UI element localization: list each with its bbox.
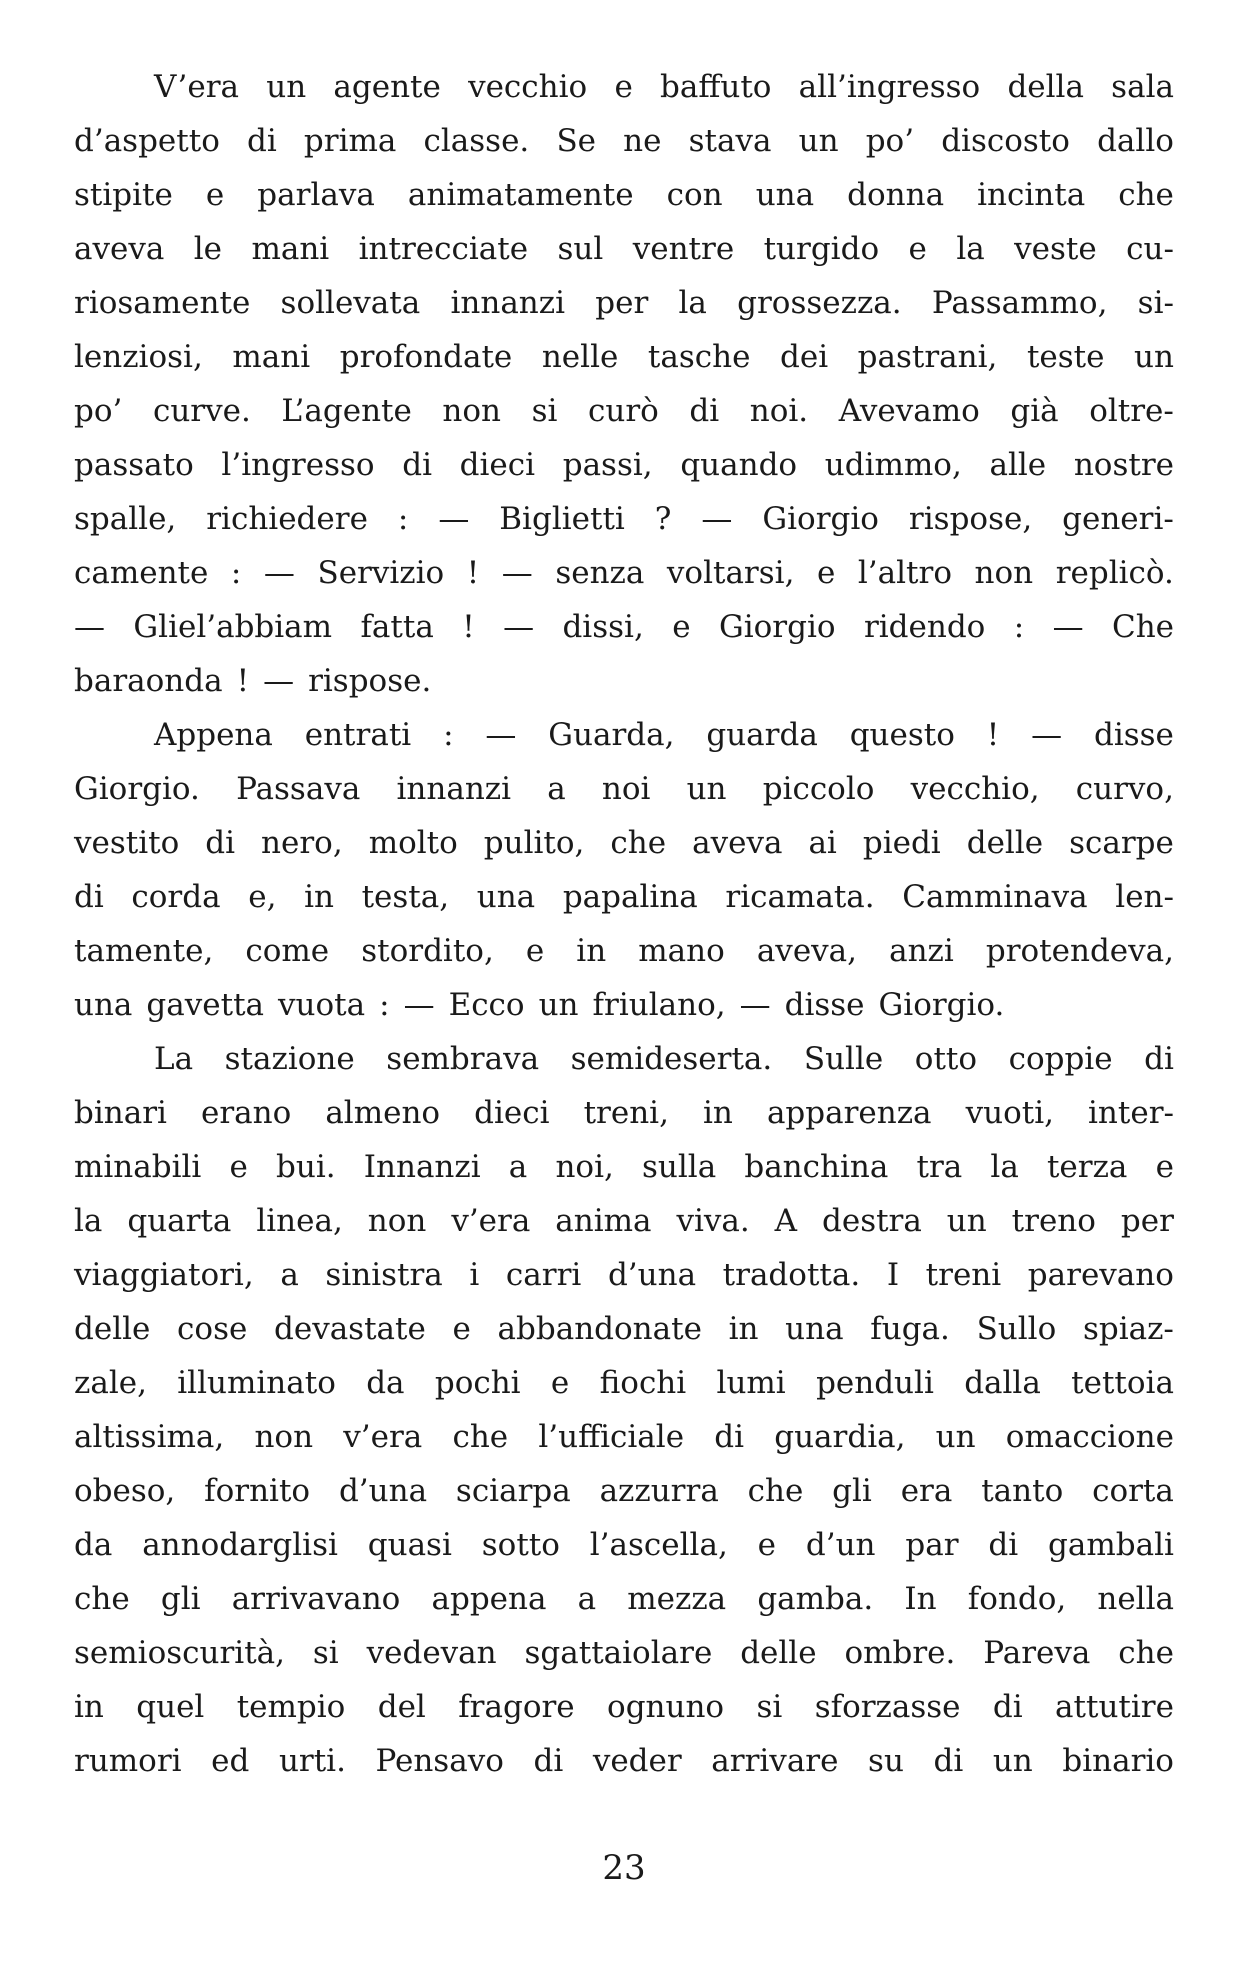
text-line: obeso, fornito d’una sciarpa azzurra che gli era tanto corta [74, 1473, 1174, 1509]
text-line: da annodarglisi quasi sotto l’ascella, e d’un par di gambali [74, 1527, 1174, 1563]
text-line: — Gliel’abbiam fatta ! — dissi, e Giorgio ridendo : — Che [74, 609, 1174, 645]
text-line: stipite e parlava animatamente con una donna incinta che [74, 177, 1174, 213]
text-line: che gli arrivavano appena a mezza gamba. In fondo, nella [74, 1581, 1174, 1617]
text-line: po’ curve. L’agente non si curò di noi. Avevamo già oltre- [74, 393, 1174, 429]
text-line: Giorgio. Passava innanzi a noi un piccolo vecchio, curvo, [74, 771, 1174, 807]
page-number: 23 [602, 1848, 646, 1888]
text-line: riosamente sollevata innanzi per la grossezza. Passammo, si- [74, 285, 1174, 321]
text-line: tamente, come stordito, e in mano aveva, anzi protendeva, [74, 933, 1174, 969]
text-line: binari erano almeno dieci treni, in apparenza vuoti, inter- [74, 1095, 1174, 1131]
text-line: aveva le mani intrecciate sul ventre turgido e la veste cu- [74, 231, 1174, 267]
text-line: minabili e bui. Innanzi a noi, sulla banchina tra la terza e [74, 1149, 1174, 1185]
text-line: spalle, richiedere : — Biglietti ? — Giorgio rispose, generi- [74, 501, 1174, 537]
text-line: zale, illuminato da pochi e fiochi lumi penduli dalla tettoia [74, 1365, 1174, 1401]
text-line: d’aspetto di prima classe. Se ne stava un po’ discosto dallo [74, 123, 1174, 159]
text-line: viaggiatori, a sinistra i carri d’una tradotta. I treni parevano [74, 1257, 1174, 1293]
text-line: altissima, non v’era che l’ufficiale di guardia, un omaccione [74, 1419, 1174, 1455]
text-line: camente : — Servizio ! — senza voltarsi, e l’altro non replicò. [74, 555, 1174, 591]
text-line: semioscurità, si vedevan sgattaiolare delle ombre. Pareva che [74, 1635, 1174, 1671]
body-text [74, 60, 1174, 1788]
text-line: delle cose devastate e abbandonate in una fuga. Sullo spiaz- [74, 1311, 1174, 1347]
text-line: passato l’ingresso di dieci passi, quando udimmo, alle nostre [74, 447, 1174, 483]
text-line: una gavetta vuota : — Ecco un friulano, — disse Giorgio. [74, 987, 1005, 1023]
text-line: baraonda ! — rispose. [74, 663, 432, 699]
text-line: rumori ed urti. Pensavo di veder arrivare su di un binario [74, 1743, 1174, 1779]
text-line: di corda e, in testa, una papalina ricamata. Camminava len- [74, 879, 1174, 915]
text-line: la quarta linea, non v’era anima viva. A destra un treno per [74, 1203, 1174, 1239]
text-line: vestito di nero, molto pulito, che aveva ai piedi delle scarpe [74, 825, 1174, 861]
text-line: lenziosi, mani profondate nelle tasche dei pastrani, teste un [74, 339, 1174, 375]
text-line: Appena entrati : — Guarda, guarda questo ! — disse [154, 717, 1174, 753]
text-line: in quel tempio del fragore ognuno si sforzasse di attutire [74, 1689, 1174, 1725]
text-line: V’era un agente vecchio e baffuto all’ingresso della sala [154, 69, 1174, 105]
text-line: La stazione sembrava semideserta. Sulle otto coppie di [154, 1041, 1174, 1077]
